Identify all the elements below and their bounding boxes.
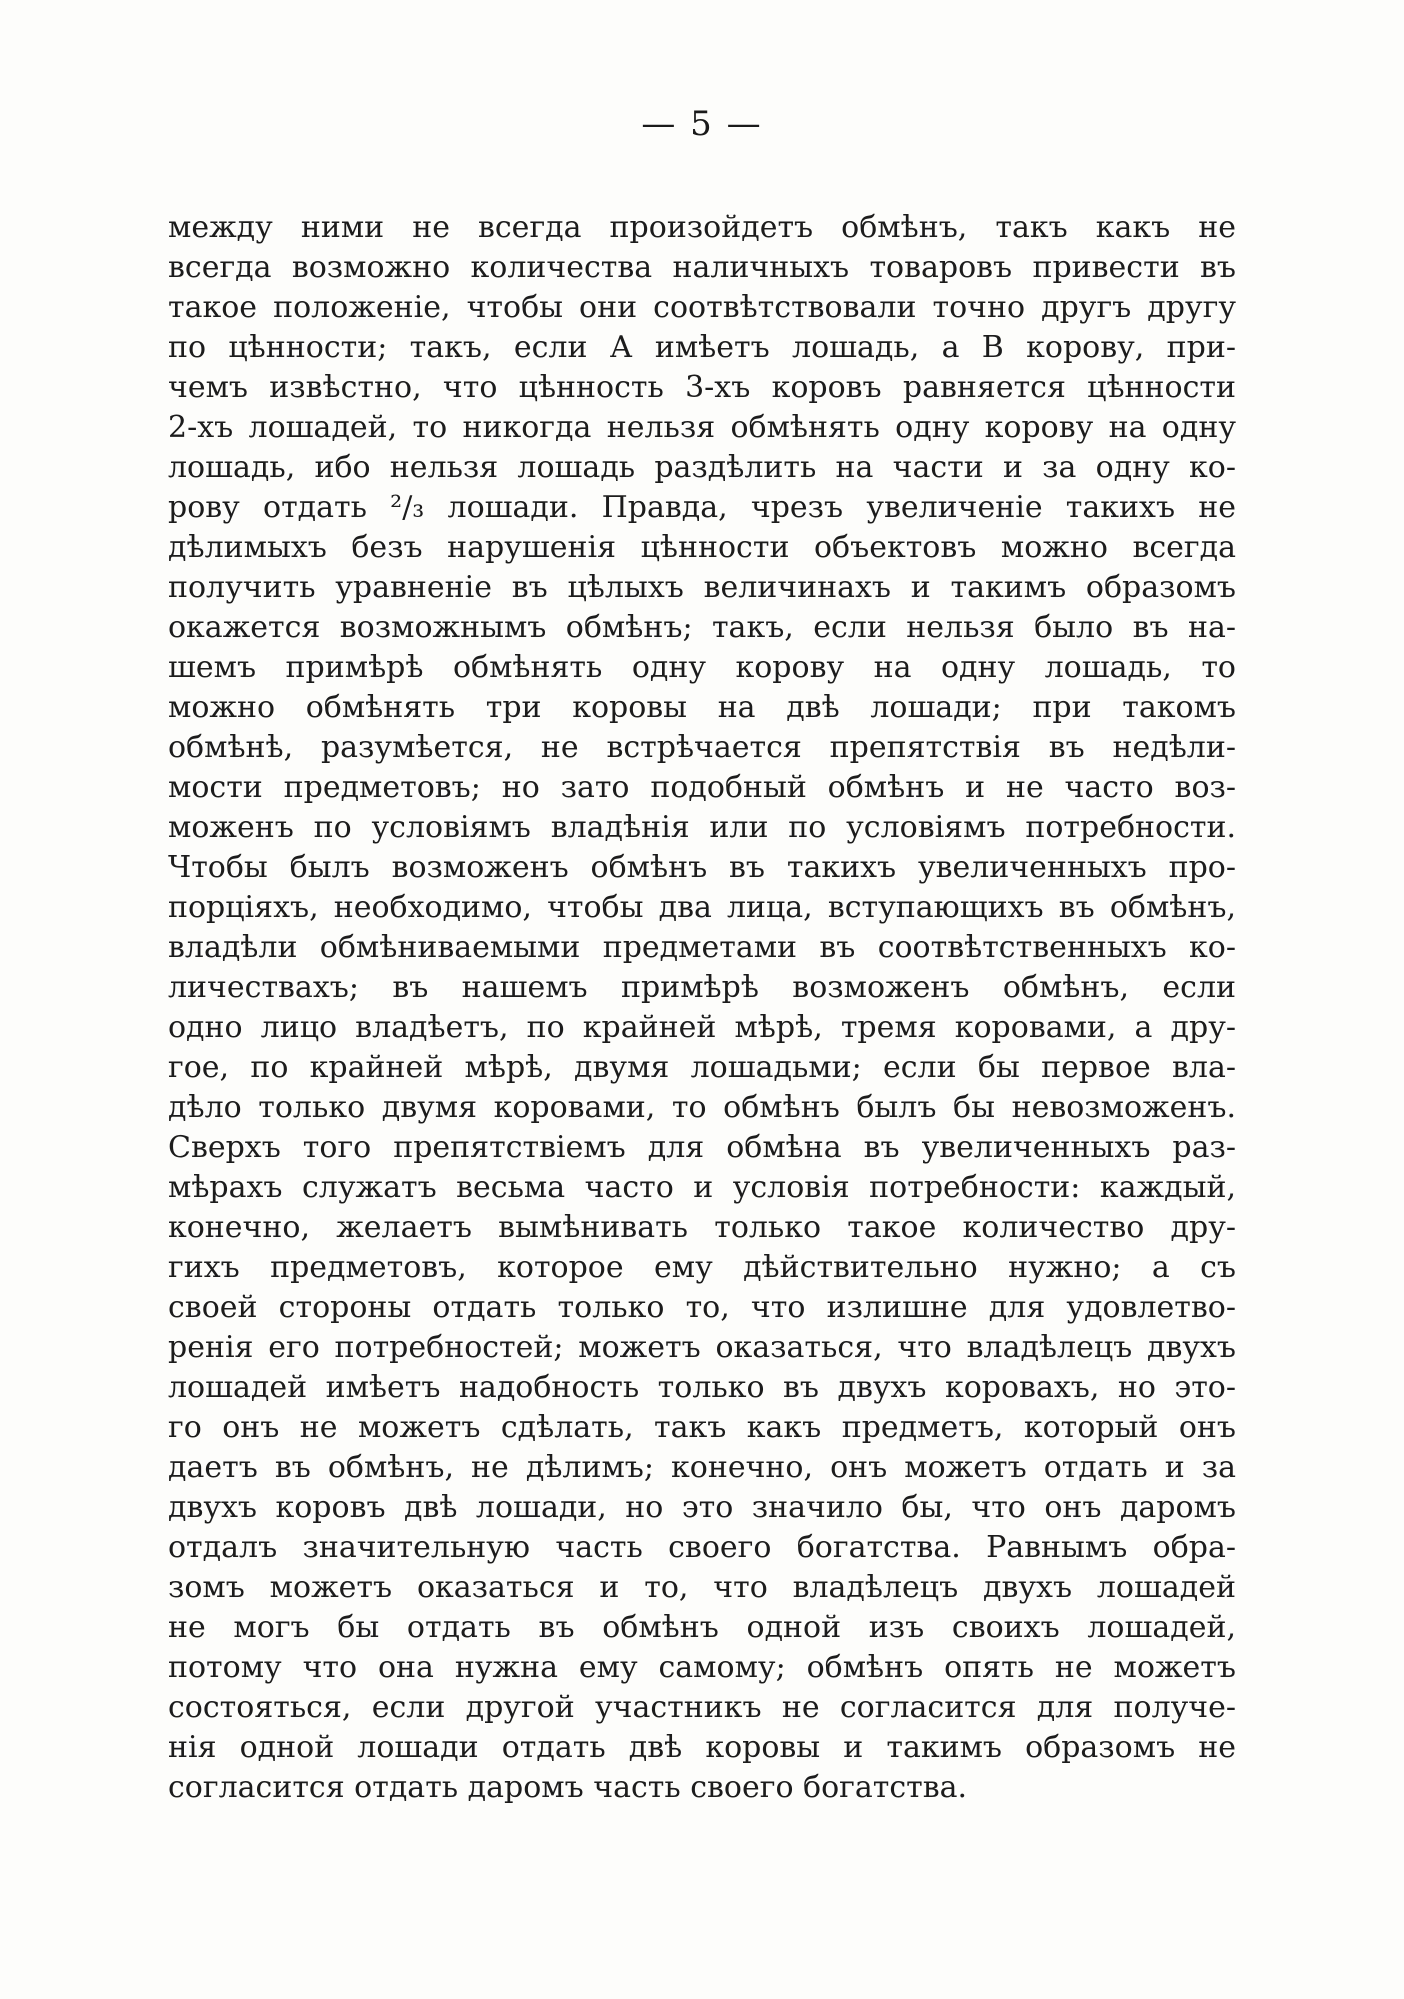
body-text <box>168 208 1236 1808</box>
text-line: рову отдать ²/₃ лошади. Правда, чрезъ увеличеніе такихъ не <box>168 490 1236 525</box>
text-line: дѣло только двумя коровами, то обмѣнъ былъ бы невозможенъ. <box>168 1090 1236 1125</box>
text-line: состояться, если другой участникъ не согласится для получе- <box>168 1690 1236 1725</box>
text-line: дѣлимыхъ безъ нарушенія цѣнности объектовъ можно всегда <box>168 530 1236 565</box>
text-line: владѣли обмѣниваемыми предметами въ соотвѣтственныхъ ко- <box>168 930 1236 965</box>
text-line: лошадь, ибо нельзя лошадь раздѣлить на части и за одну ко- <box>168 450 1236 485</box>
text-line: гое, по крайней мѣрѣ, двумя лошадьми; если бы первое вла- <box>168 1050 1236 1085</box>
text-line: порціяхъ, необходимо, чтобы два лица, вступающихъ въ обмѣнъ, <box>168 890 1236 925</box>
text-line: личествахъ; въ нашемъ примѣрѣ возможенъ обмѣнъ, если <box>168 970 1236 1005</box>
text-line: между ними не всегда произойдетъ обмѣнъ, такъ какъ не <box>168 210 1236 245</box>
text-line: лошадей имѣетъ надобность только въ двухъ коровахъ, но это- <box>168 1370 1236 1405</box>
text-line: согласится отдать даромъ часть своего богатства. <box>168 1770 968 1805</box>
text-line: зомъ можетъ оказаться и то, что владѣлецъ двухъ лошадей <box>168 1570 1236 1605</box>
text-line: не могъ бы отдать въ обмѣнъ одной изъ своихъ лошадей, <box>168 1610 1236 1645</box>
text-line: гихъ предметовъ, которое ему дѣйствительно нужно; а съ <box>168 1250 1236 1285</box>
text-line: 2-хъ лошадей, то никогда нельзя обмѣнять одну корову на одну <box>168 410 1236 445</box>
text-line: такое положеніе, чтобы они соотвѣтствовали точно другъ другу <box>168 290 1236 325</box>
text-line: ренія его потребностей; можетъ оказаться, что владѣлецъ двухъ <box>168 1330 1236 1365</box>
text-line: всегда возможно количества наличныхъ товаровъ привести въ <box>168 250 1236 285</box>
text-line: го онъ не можетъ сдѣлать, такъ какъ предметъ, который онъ <box>168 1410 1236 1445</box>
text-line: Чтобы былъ возможенъ обмѣнъ въ такихъ увеличенныхъ про- <box>168 850 1236 885</box>
text-line: конечно, желаетъ вымѣнивать только такое количество дру- <box>168 1210 1236 1245</box>
text-line: чемъ извѣстно, что цѣнность 3-хъ коровъ равняется цѣнности <box>168 370 1236 405</box>
page-number: — 5 — <box>641 104 763 144</box>
text-line: своей стороны отдать только то, что излишне для удовлетво- <box>168 1290 1236 1325</box>
text-line: Сверхъ того препятствіемъ для обмѣна въ увеличенныхъ раз- <box>168 1130 1236 1165</box>
text-line: мѣрахъ служатъ весьма часто и условія потребности: каждый, <box>168 1170 1236 1205</box>
text-line: моженъ по условіямъ владѣнія или по условіямъ потребности. <box>168 810 1236 845</box>
text-line: шемъ примѣрѣ обмѣнять одну корову на одну лошадь, то <box>168 650 1236 685</box>
text-line: даетъ въ обмѣнъ, не дѣлимъ; конечно, онъ можетъ отдать и за <box>168 1450 1236 1485</box>
text-line: мости предметовъ; но зато подобный обмѣнъ и не часто воз- <box>168 770 1236 805</box>
text-line: можно обмѣнять три коровы на двѣ лошади; при такомъ <box>168 690 1236 725</box>
text-line: потому что она нужна ему самому; обмѣнъ опять не можетъ <box>168 1650 1236 1685</box>
text-line: отдалъ значительную часть своего богатства. Равнымъ обра- <box>168 1530 1236 1565</box>
text-line: одно лицо владѣетъ, по крайней мѣрѣ, тремя коровами, а дру- <box>168 1010 1236 1045</box>
text-line: обмѣнѣ, разумѣется, не встрѣчается препятствія въ недѣли- <box>168 730 1236 765</box>
text-line: двухъ коровъ двѣ лошади, но это значило бы, что онъ даромъ <box>168 1490 1236 1525</box>
text-line: нія одной лошади отдать двѣ коровы и такимъ образомъ не <box>168 1730 1236 1765</box>
text-line: по цѣнности; такъ, если А имѣетъ лошадь, а В корову, при- <box>168 330 1236 365</box>
text-line: окажется возможнымъ обмѣнъ; такъ, если нельзя было въ на- <box>168 610 1236 645</box>
text-line: получить уравненіе въ цѣлыхъ величинахъ и такимъ образомъ <box>168 570 1236 605</box>
